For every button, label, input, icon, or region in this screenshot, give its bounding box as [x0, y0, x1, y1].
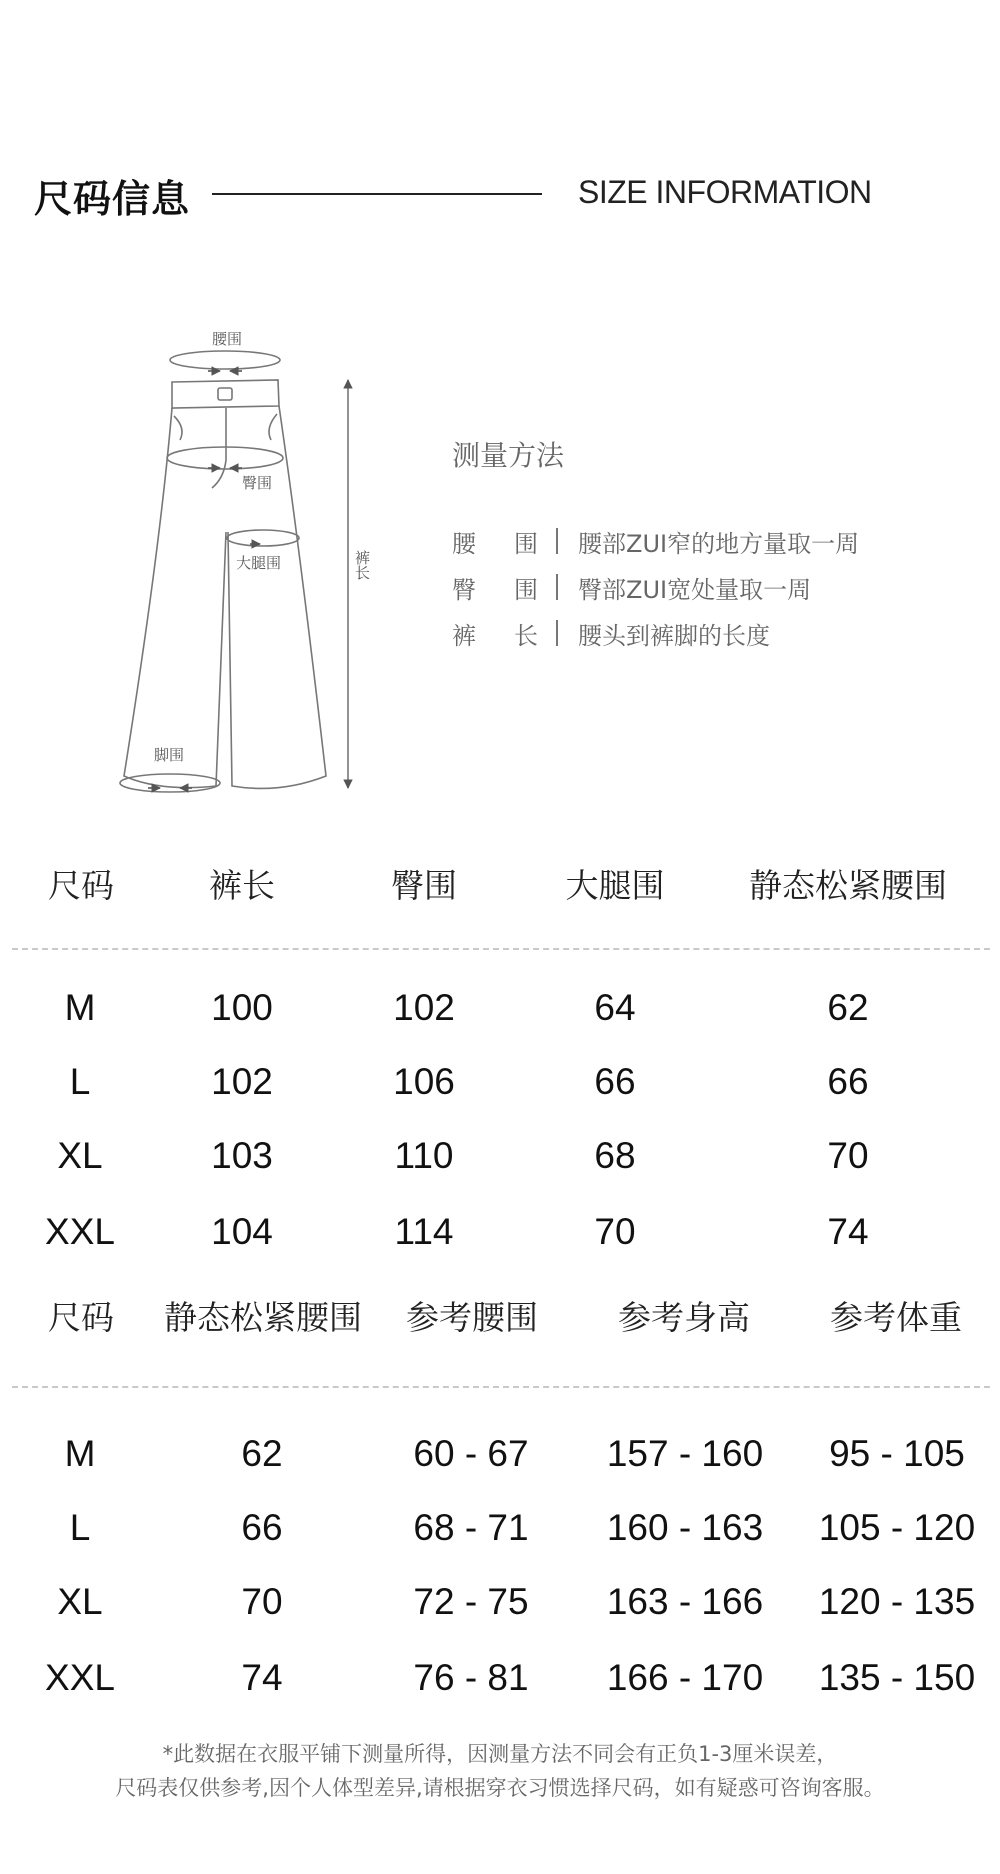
- col-ref-weight: 参考体重: [830, 1298, 962, 1337]
- table-row: M 100 102 64 62: [64, 987, 869, 1028]
- col-waist-static: 静态松紧腰围: [164, 1298, 362, 1337]
- header-divider: [212, 193, 542, 195]
- method-desc: 臀部ZUI宽处量取一周: [578, 575, 812, 604]
- table-row: M 62 60 - 67 157 - 160 95 - 105: [64, 1433, 965, 1474]
- col-thigh: 大腿围: [565, 866, 665, 905]
- waist-label: 腰围: [212, 330, 243, 348]
- separator: [556, 620, 558, 646]
- section-title-cn: 尺码信息: [34, 177, 191, 221]
- table-row: XL 70 72 - 75 163 - 166 120 - 135: [57, 1581, 976, 1622]
- col-ref-waist: 参考腰围: [406, 1298, 538, 1337]
- footnote-line1: *此数据在衣服平铺下测量所得，因测量方法不同会有正负1-3厘米误差，: [162, 1742, 838, 1766]
- table2-divider: [12, 1386, 990, 1388]
- separator: [556, 574, 558, 600]
- method-key: 腰 围: [452, 529, 538, 558]
- pants-diagram: [100, 320, 400, 800]
- separator: [556, 528, 558, 554]
- col-ref-height: 参考身高: [618, 1298, 750, 1337]
- hem-label: 脚围: [154, 746, 185, 764]
- col-size: 尺码: [48, 1298, 114, 1337]
- method-desc: 腰部ZUI窄的地方量取一周: [578, 529, 860, 558]
- length-label: 裤长: [353, 550, 371, 580]
- table-row: L 102 106 66 66: [69, 1061, 869, 1102]
- col-hip: 臀围: [391, 866, 457, 905]
- table2-header: [0, 1288, 1000, 1348]
- method-row-waist: [452, 524, 859, 558]
- method-desc: 腰头到裤脚的长度: [578, 621, 770, 650]
- table-row: XL 103 110 68 70: [57, 1135, 869, 1176]
- table-row: XXL 104 114 70 74: [45, 1211, 869, 1252]
- table1-header: [0, 856, 1000, 916]
- method-row-hip: [452, 570, 811, 604]
- table-row: XXL 74 76 - 81 166 - 170 135 - 150: [45, 1657, 976, 1698]
- method-title: 测量方法: [452, 439, 565, 472]
- footnote-line2: 尺码表仅供参考,因个人体型差异,请根据穿衣习惯选择尺码，如有疑惑可咨询客服。: [115, 1776, 885, 1800]
- section-title-en: SIZE INFORMATION: [578, 174, 872, 210]
- method-row-length: [452, 616, 770, 650]
- table1-divider: [12, 948, 990, 950]
- col-length: 裤长: [209, 866, 275, 905]
- thigh-label: 大腿围: [236, 554, 282, 572]
- table-row: L 66 68 - 71 160 - 163 105 - 120: [69, 1507, 976, 1548]
- hip-label: 臀围: [242, 474, 273, 492]
- method-key: 裤 长: [452, 621, 538, 650]
- col-size: 尺码: [48, 866, 114, 905]
- method-key: 臀 围: [452, 575, 538, 604]
- col-waist: 静态松紧腰围: [749, 866, 947, 905]
